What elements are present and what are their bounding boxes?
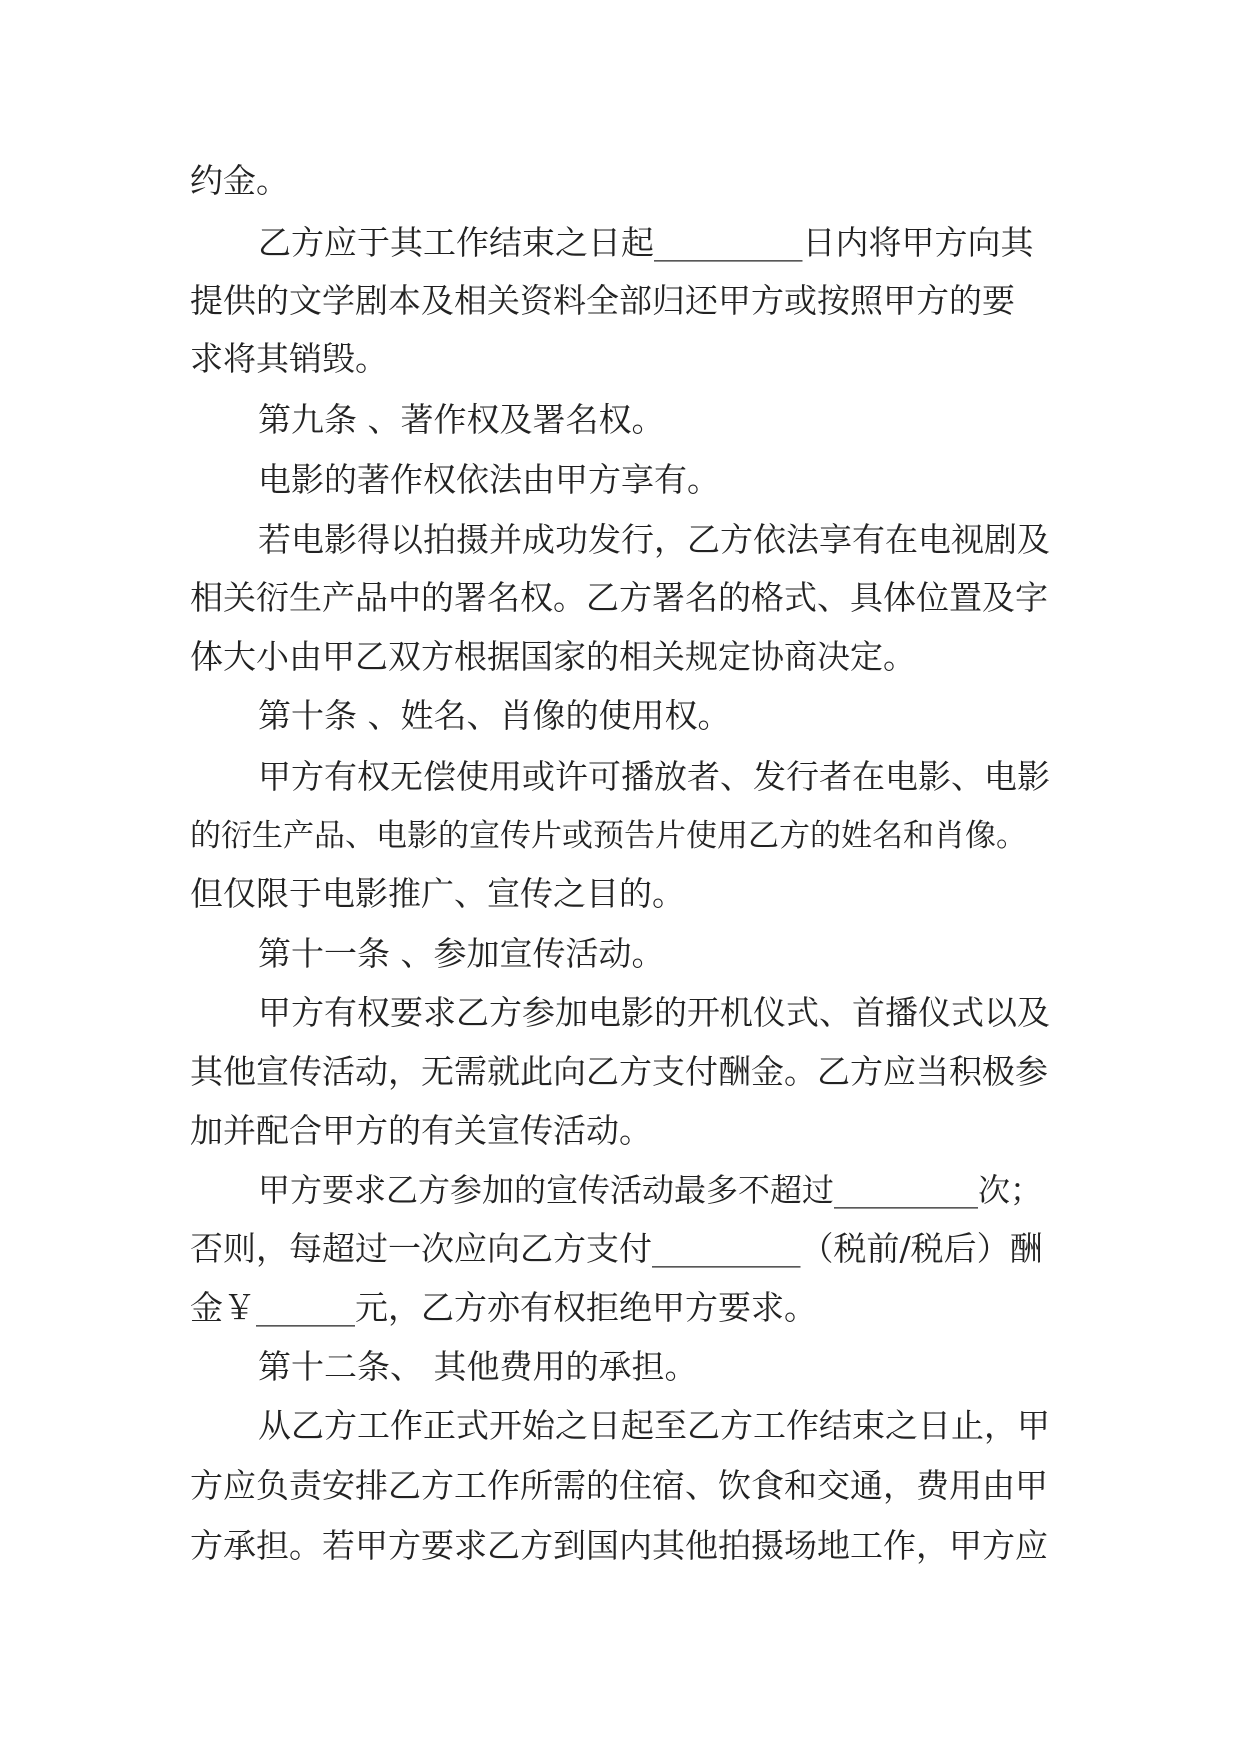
text-line: 否则，每超过一次应向乙方支付_________（税前/税后）酬 [190,1229,1043,1268]
text-line: 的衍生产品、电影的宣传片或预告片使用乙方的姓名和肖像。 [190,818,1027,854]
text-line: 从乙方工作正式开始之日起至乙方工作结束之日止，甲 [258,1406,1050,1445]
text-line: 甲方有权要求乙方参加电影的开机仪式、首播仪式以及 [258,993,1050,1032]
text-line: 电影的著作权依法由甲方享有。 [258,460,720,499]
text-line: 提供的文学剧本及相关资料全部归还甲方或按照甲方的要 [190,281,1015,320]
text-line: 但仅限于电影推广、宣传之目的。 [190,874,685,913]
article-heading: 第十二条、 其他费用的承担。 [258,1347,698,1386]
text-line: 约金。 [190,161,289,200]
text-line: 方承担。若甲方要求乙方到国内其他拍摄场地工作，甲方应 [190,1526,1048,1565]
text-line: 其他宣传活动，无需就此向乙方支付酬金。乙方应当积极参 [190,1052,1048,1091]
text-line: 甲方要求乙方参加的宣传活动最多不超过_________次； [258,1171,1043,1209]
text-line: 求将其销毁。 [190,339,388,378]
text-line: 金￥______元，乙方亦有权拒绝甲方要求。 [190,1288,817,1327]
text-line: 甲方有权无偿使用或许可播放者、发行者在电影、电影 [258,757,1050,796]
text-line: 加并配合甲方的有关宣传活动。 [190,1111,652,1150]
article-heading: 第十条 、姓名、肖像的使用权。 [258,696,731,735]
text-line: 若电影得以拍摄并成功发行，乙方依法享有在电视剧及 [258,520,1050,559]
text-line: 乙方应于其工作结束之日起_________日内将甲方向其 [258,223,1034,262]
text-line: 体大小由甲乙双方根据国家的相关规定协商决定。 [190,637,916,676]
article-heading: 第十一条 、参加宣传活动。 [258,934,665,973]
article-heading: 第九条 、著作权及署名权。 [258,400,665,439]
text-line: 相关衍生产品中的署名权。乙方署名的格式、具体位置及字 [190,578,1048,617]
text-line: 方应负责安排乙方工作所需的住宿、饮食和交通，费用由甲 [190,1466,1048,1505]
